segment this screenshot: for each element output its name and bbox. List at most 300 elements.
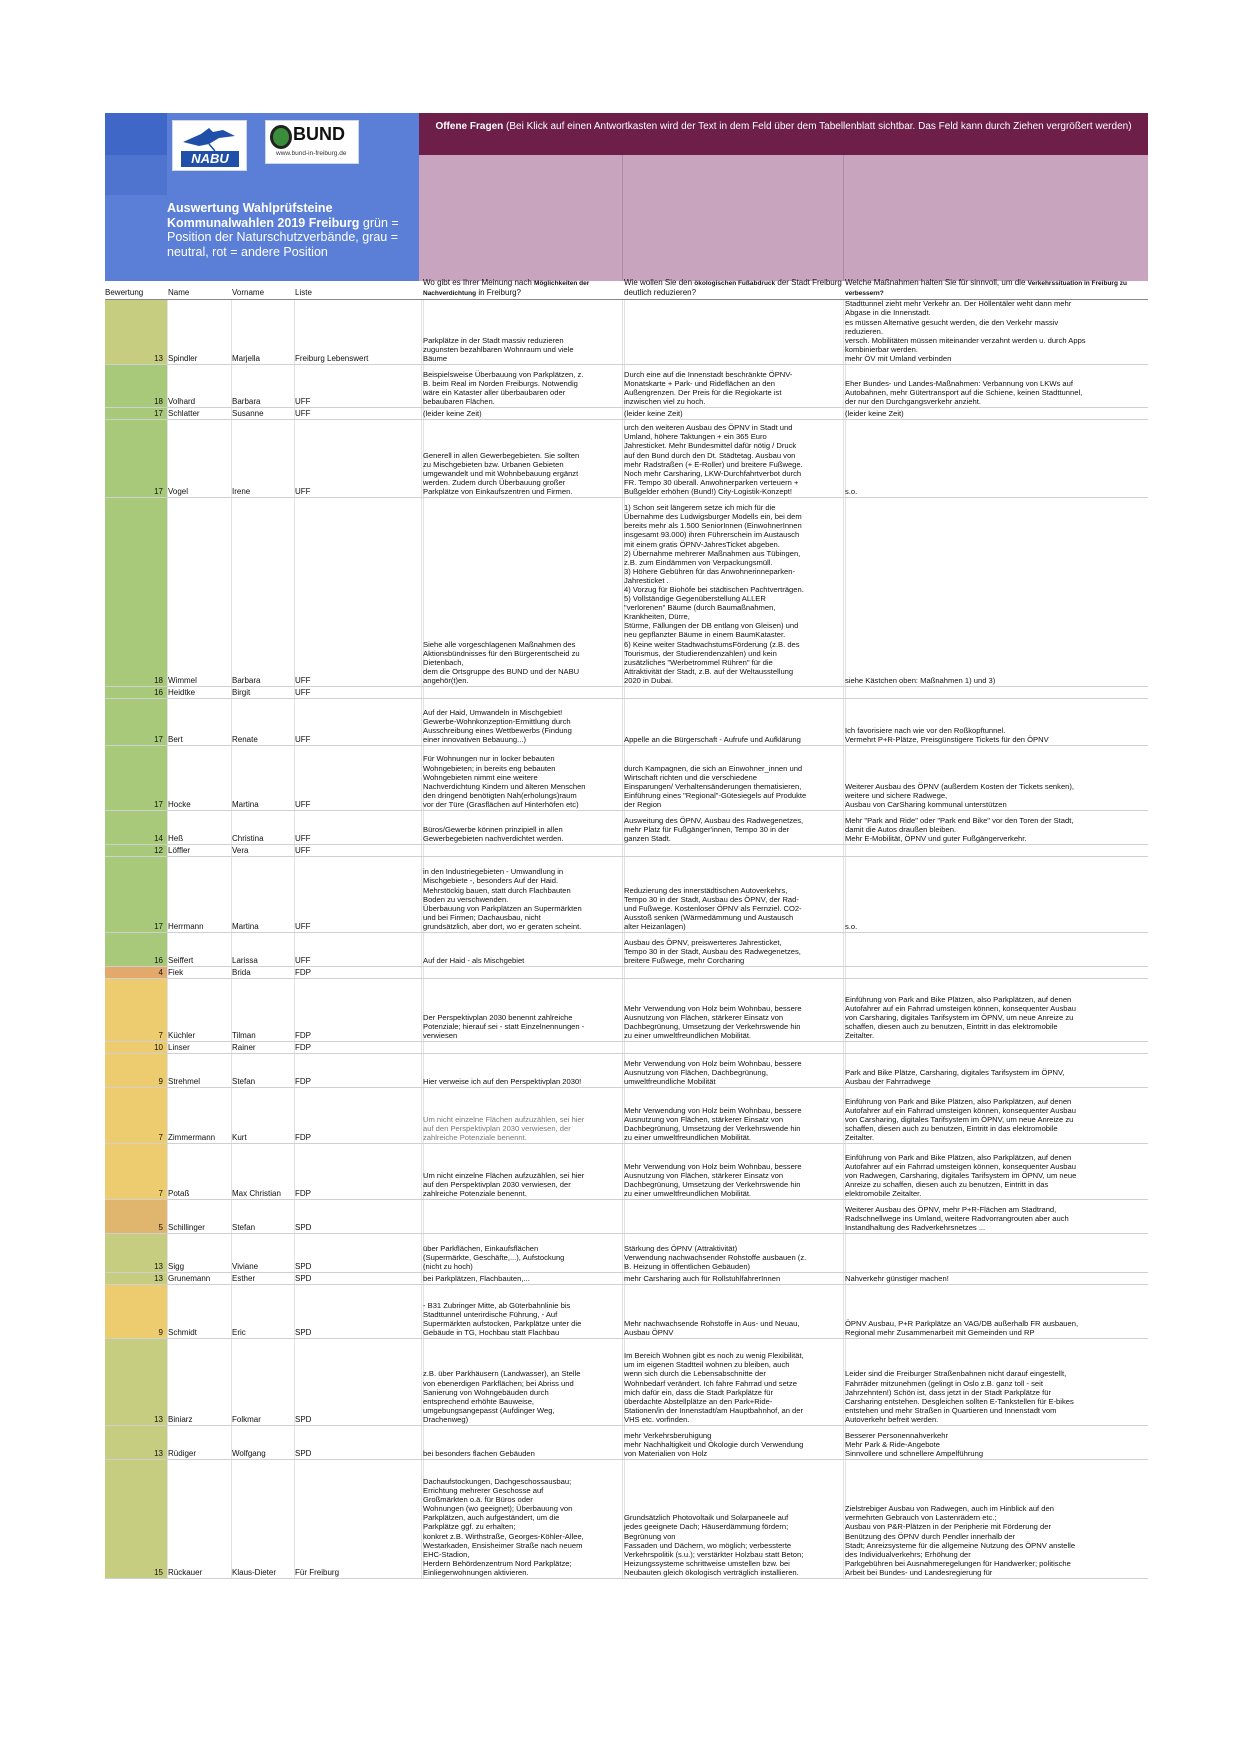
col-question-1 xyxy=(423,278,621,297)
grid-line xyxy=(167,1460,168,1578)
answer-footprint[interactable]: Grundsätzlich Photovoltaik und Solarpaneele auf jedes geeignete Dach; Häuserdämmung fördern; Begrünung von Fassaden und Dächern, wo möglich; verbessterte Verkehrspolitik (s.u.); verstärkter Holzbau statt Beton; Heizungssysteme schrittweise umstellen bzw. bei Neubauten gleich ökologisch verträglich installieren. xyxy=(624,1513,804,1577)
candidate-name: Heß xyxy=(168,834,184,843)
grid-line xyxy=(622,420,623,497)
grid-line xyxy=(843,1339,844,1425)
candidate-firstname: Marjella xyxy=(232,354,261,363)
grid-line xyxy=(843,420,844,497)
candidate-list: UFF xyxy=(295,487,311,496)
candidate-list: UFF xyxy=(295,688,311,697)
candidate-name: Sigg xyxy=(168,1262,185,1271)
answer-densification[interactable]: in den Industriegebieten - Umwandlung in Mischgebiete -, besonders Auf der Haid. Mehrstöckig bauen, statt durch Flachbauten Boden zu verschwenden. Überbauung von Parkplätzen an Supermärkten und bei Firmen; Dachausbau, nicht grundsätzlich, aber dort, wo er geraten scheint. xyxy=(423,867,582,931)
candidate-firstname: Eric xyxy=(232,1328,246,1337)
candidate-name: Seiffert xyxy=(168,956,194,965)
grid-line xyxy=(845,967,846,978)
answer-footprint[interactable]: durch Kampagnen, die sich an Einwohner_innen und Wirtschaft richten und die verschiedene Einsparungen/ Verhaltensänderungen thematisieren, Einführung eines "Regional"-Gütesiegels auf Produkte der Region xyxy=(624,763,807,809)
grid-line xyxy=(843,1460,844,1578)
candidate-firstname: Kurt xyxy=(232,1133,247,1142)
grid-line xyxy=(622,365,623,407)
candidate-name: Rüdiger xyxy=(168,1449,197,1458)
q3-pre: Welche Maßnahmen halten Sie für sinnvoll, um die xyxy=(845,278,1028,287)
candidate-firstname: Susanne xyxy=(232,409,264,418)
bund-logo-text: BUND xyxy=(293,124,345,144)
candidate-name: Zimmermann xyxy=(168,1133,216,1142)
table-row[interactable] xyxy=(105,365,1148,408)
candidate-list: SPD xyxy=(295,1415,312,1424)
answer-footprint[interactable]: mehr Verkehrsberuhigung mehr Nachhaltigkeit und Ökologie durch Verwendung von Materialien von Holz xyxy=(624,1430,804,1458)
grid-line xyxy=(843,811,844,844)
candidate-firstname: Brida xyxy=(232,968,251,977)
candidate-firstname: Klaus-Dieter xyxy=(232,1568,277,1577)
answer-footprint[interactable]: Reduzierung des innerstädtischen Autoverkehrs, Tempo 30 in der Stadt, Ausbau des ÖPNV, der Rad- und Fußwege. Kostenloser ÖPNV als Fernziel. CO2- Ausstoß senken (Wärmedämmung und Austausch alter Heizanlagen) xyxy=(624,885,802,931)
answer-densification[interactable]: Büros/Gewerbe können prinzipiell in allen Gewerbegebieten nachverdichtet werden. xyxy=(423,824,564,843)
grid-line xyxy=(622,857,623,932)
grid-line xyxy=(423,687,424,698)
grid-line xyxy=(421,1285,422,1338)
bund-tree-icon xyxy=(270,125,292,149)
candidate-firstname: Tilman xyxy=(232,1031,256,1040)
grid-line xyxy=(622,1339,623,1425)
table-row[interactable] xyxy=(105,687,1148,699)
q1-pre: Wo gibt es Ihrer Meinung nach xyxy=(423,278,535,287)
grid-line xyxy=(622,1088,623,1143)
grid-line xyxy=(421,498,422,686)
rating-cell xyxy=(105,498,167,686)
table-row[interactable] xyxy=(105,1088,1148,1144)
rating-score: 18 xyxy=(154,397,163,406)
answer-densification[interactable]: Dachaufstockungen, Dachgeschossausbau; Errichtung mehrerer Geschosse auf Großmärkten o.ä. für Büros oder Wohnungen (wo geeignet); Überbauung von Parkplätzen, auch aufgeständert, um die Parkplätze ggf. zu erhalten; konkret z.B. Wirthstraße, Georges-Köhler-Allee, Westarkaden, Ensisheimer Straße nach neuem EHC-Stadion, Herdern Behördenzentrum Nord Parkplätze; Einliegerwohnungen aktivieren. xyxy=(423,1476,584,1577)
answer-traffic[interactable]: Weiterer Ausbau des ÖPNV, mehr P+R-Flächen am Stadtrand, Radschnellwege ins Umland, weitere Radvorrangrouten aber auch Instandhaltung des Radverkehrsnetzes ... xyxy=(845,1204,1069,1232)
answer-densification[interactable]: Siehe alle vorgeschlagenen Maßnahmen des Aktionsbündnisses für den Bürgerentscheid zu Dietenbach, dem die Ortsgruppe des BUND und der NABU angehör(t)en. xyxy=(423,639,580,685)
candidate-list: FDP xyxy=(295,1189,311,1198)
grid-line xyxy=(421,967,422,978)
grid-line xyxy=(421,857,422,932)
rating-score: 4 xyxy=(158,968,163,977)
answer-footprint[interactable]: Mehr nachwachsende Rohstoffe in Aus- und Neuau, Ausbau ÖPNV xyxy=(624,1318,800,1337)
candidate-name: Spindler xyxy=(168,354,198,363)
col-question-3 xyxy=(845,278,1145,297)
grid-line xyxy=(167,420,168,497)
candidate-name: Rückauer xyxy=(168,1568,203,1577)
answer-traffic[interactable]: siehe Kästchen oben: Maßnahmen 1) und 3) xyxy=(845,675,996,685)
nabu-logo xyxy=(172,120,247,171)
candidate-list: SPD xyxy=(295,1262,312,1271)
grid-line xyxy=(622,1273,623,1284)
grid-line xyxy=(231,857,232,932)
table-row[interactable] xyxy=(105,1285,1148,1339)
answer-footprint[interactable]: Mehr Verwendung von Holz beim Wohnbau, bessere Ausnutzung von Flächen, stärkerer Einsatz von Dachbegrünung, Umsetzung der Verkehrswende hin zu einer umweltfreundlichen Mobilität. xyxy=(624,1003,802,1040)
header-strip xyxy=(105,113,167,155)
candidate-name: Bert xyxy=(168,735,183,744)
open-questions-note: (Bei Klick auf einen Antwortkasten wird der Text in dem Feld über dem Tabellenblatt sichtbar. Das Feld kann durch Ziehen vergrößert werden) xyxy=(503,121,1132,132)
table-row[interactable] xyxy=(105,1042,1148,1054)
grid-line xyxy=(622,1426,623,1459)
candidate-firstname: Rainer xyxy=(232,1043,256,1052)
answer-densification[interactable]: Parkplätze in der Stadt massiv reduzieren zugunsten bezahlbaren Wohnraum und viele Bäume xyxy=(423,335,574,363)
answer-densification[interactable]: bei Parkplätzen, Flachbauten,... xyxy=(423,1273,530,1283)
grid-line xyxy=(421,365,422,407)
grid-line xyxy=(843,365,844,407)
answer-footprint[interactable]: Im Bereich Wohnen gibt es noch zu wenig Flexibilität, um im eigenen Stadtteil wohnen zu bleiben, auch wenn sich durch die Lebensabschnitte der Wohnbedarf verändert. Ich fahre Fahrrad und setze mich dafür ein, dass die Stadt Parkplätze für überdachte Abstellplätze an den Park+Ride- Stationen/in der Innenstadt/am Hauptbahnhof, an der VHS etc. vorfinden. xyxy=(624,1351,804,1424)
answer-traffic[interactable]: Einführung von Park and Bike Plätzen, also Parkplätzen, auf denen Autofahrer auf ein Fahrrad umsteigen können, konsequenter Ausbau von Carsharing, digitales Tarifsystem im ÖPNV, um neue Anreize zu schaffen, diesen auch zu benutzen, Eintritt in das elektromobile Zeitalter. xyxy=(845,1096,1076,1142)
rating-score: 7 xyxy=(158,1031,163,1040)
grid-line xyxy=(843,1200,844,1233)
rating-score: 17 xyxy=(154,409,163,418)
candidate-firstname: Irene xyxy=(232,487,251,496)
answer-traffic[interactable]: (leider keine Zeit) xyxy=(845,408,904,418)
answer-footprint[interactable]: urch den weiteren Ausbau des ÖPNV in Stadt und Umland, höhere Taktungen + ein 365 Euro Jahresticket. Mehr Bundesmittel dafür nötig / Druck auf den Bund durch den Dt. Städtetag. Ausbau von mehr Radstraßen (+ E-Roller) und breitere Fußwege. Noch mehr Carsharing, LKW-Durchfahrtverbot durch FR. Tempo 30 überall. Anwohnerparken verteuern + Bußgelder erhöhen (Bund!) City-Logistik-Konzept! xyxy=(624,423,803,496)
grid-line xyxy=(624,300,625,364)
grid-line xyxy=(622,1144,623,1199)
rating-cell xyxy=(105,1460,167,1578)
candidate-firstname: Larissa xyxy=(232,956,258,965)
open-questions-band xyxy=(419,113,1148,155)
sheet-header xyxy=(105,113,1148,281)
bund-logo-url: www.bund-in-freiburg.de xyxy=(276,150,347,157)
grid-line xyxy=(421,1273,422,1284)
grid-line xyxy=(622,933,623,966)
grid-line xyxy=(843,498,844,686)
candidate-list: SPD xyxy=(295,1223,312,1232)
q-col-divider xyxy=(622,155,623,281)
candidate-name: Schillinger xyxy=(168,1223,205,1232)
grid-line xyxy=(843,979,844,1041)
answer-traffic[interactable]: Ich favorisiere nach wie vor den Roßkopftunnel. Vermehrt P+R-Plätze, Preisgünstigere Tickets für den ÖPNV xyxy=(845,725,1049,744)
answer-traffic[interactable]: s.o. xyxy=(845,921,858,931)
table-row[interactable] xyxy=(105,746,1148,811)
rating-score: 16 xyxy=(154,956,163,965)
grid-line xyxy=(231,1339,232,1425)
answer-densification[interactable]: Um nicht einzelne Flächen aufzuzählen, sei hier auf den Perspektivplan 2030 verwiesen, der zahlreiche Potenziale benennt. xyxy=(423,1170,585,1198)
candidate-list: FDP xyxy=(295,1133,311,1142)
grid-line xyxy=(845,687,846,698)
candidate-firstname: Max Christian xyxy=(232,1189,281,1198)
table-row[interactable] xyxy=(105,1054,1148,1088)
rating-cell xyxy=(105,420,167,497)
grid-line xyxy=(845,857,846,932)
rating-score: 13 xyxy=(154,1415,163,1424)
candidate-firstname: Stefan xyxy=(232,1077,256,1086)
sheet-title-bold: Auswertung Wahlprüfsteine Kommunalwahlen 2019 Freiburg xyxy=(167,201,360,230)
answer-densification[interactable]: Auf der Haid - als Mischgebiet xyxy=(423,955,525,965)
column-header-row xyxy=(105,278,1148,300)
q2-post: der Stadt Freiburg deutlich reduzieren? xyxy=(624,278,842,297)
grid-line xyxy=(845,933,846,966)
grid-line xyxy=(843,1285,844,1338)
table-row[interactable] xyxy=(105,1273,1148,1285)
candidate-firstname: Esther xyxy=(232,1274,256,1283)
answer-densification[interactable]: Um nicht einzelne Flächen aufzuzählen, sei hier auf den Perspektivplan 2030 verwiesen, der zahlreiche Potenziale benennt. xyxy=(423,1114,585,1142)
answer-footprint[interactable]: Stärkung des ÖPNV (Attraktivität) Verwendung nachwachsender Rohstoffe ausbauen (z. B. Heizung in öffentlichen Gebäuden) xyxy=(624,1243,807,1271)
sheet-title xyxy=(167,201,417,259)
grid-line xyxy=(421,979,422,1041)
table-row[interactable] xyxy=(105,857,1148,933)
q2-bold: ökologischen Fußabdruck xyxy=(694,280,776,287)
grid-line xyxy=(167,498,168,686)
candidate-name: Vogel xyxy=(168,487,189,496)
grid-line xyxy=(843,687,844,698)
candidate-list: UFF xyxy=(295,397,311,406)
table-row[interactable] xyxy=(105,1426,1148,1460)
table-row[interactable] xyxy=(105,420,1148,498)
grid-line xyxy=(622,1054,623,1087)
grid-line xyxy=(421,746,422,810)
grid-line xyxy=(421,1042,422,1053)
grid-line xyxy=(423,845,424,856)
answer-densification[interactable]: bei besonders flachen Gebäuden xyxy=(423,1448,535,1458)
candidate-list: SPD xyxy=(295,1274,312,1283)
candidate-firstname: Christina xyxy=(232,834,264,843)
col-question-2 xyxy=(624,278,842,297)
answer-densification[interactable]: (leider keine Zeit) xyxy=(423,408,482,418)
table-row[interactable] xyxy=(105,845,1148,857)
candidate-firstname: Renate xyxy=(232,735,258,744)
grid-line xyxy=(624,687,625,698)
candidate-list: Freiburg Lebenswert xyxy=(295,354,369,363)
grid-line xyxy=(843,699,844,745)
table-row[interactable] xyxy=(105,811,1148,845)
answer-densification[interactable]: Generell in allen Gewerbegebieten. Sie sollten zu Mischgebieten bzw. Urbanen Gebieten umgewandelt und mit Wohnbebauung ergänzt werden. Zudem durch Überbauung großer Parkplätze von Einkaufszentren und Firmen. xyxy=(423,450,580,496)
sheet-title-rest: grün = Position der Naturschutzverbände, grau = neutral, rot = andere Position xyxy=(167,215,399,259)
grid-line xyxy=(622,979,623,1041)
grid-line xyxy=(622,1285,623,1338)
answer-traffic[interactable]: Leider sind die Freiburger Straßenbahnen nicht darauf eingestellt, Fahrräder mitzunehmen (gelingt in Oslo z.B. ganz toll - seit Jahrzehnten!) Schön ist, dass jetzt in der Stadt Parkplätze für Carsharing entstehen. Desgleichen sollten E-Tankstellen für E-bikes entstehen und mehr Straßen in Quartieren und Innenstadt vom Autoverkehr befreit werden. xyxy=(845,1369,1074,1424)
answer-traffic[interactable]: s.o. xyxy=(845,486,858,496)
table-row[interactable] xyxy=(105,933,1148,967)
evaluation-sheet xyxy=(105,113,1148,1579)
grid-line xyxy=(421,933,422,966)
grid-line xyxy=(843,967,844,978)
grid-line xyxy=(843,1234,844,1272)
q1-bold: Möglichkeiten der Nachverdichtung xyxy=(423,280,590,297)
col-liste: Liste xyxy=(295,288,312,297)
grid-line xyxy=(843,408,844,419)
candidate-name: Linser xyxy=(168,1043,190,1052)
grid-line xyxy=(622,1042,623,1053)
answer-densification[interactable]: Beispielsweise Überbauung von Parkplätzen, z. B. beim Real im Norden Freiburgs. Notwendig wäre ein Kataster aller überbaubaren oder bebaubaren Flächen. xyxy=(423,369,584,406)
rating-score: 13 xyxy=(154,1262,163,1271)
answer-traffic[interactable]: Einführung von Park and Bike Plätzen, also Parkplätzen, auf denen Autofahrer auf ein Fahrrad umsteigen können, konsequenter Ausbau von Carsharing, digitales Tarifsystem im ÖPNV, um neue Anreize zu schaffen, diesen auch zu benutzen, Eintritt in das elektromobile Zeitalter. xyxy=(845,994,1076,1040)
header-left-panel xyxy=(105,113,419,281)
rating-score: 7 xyxy=(158,1133,163,1142)
candidate-firstname: Martina xyxy=(232,922,259,931)
candidate-firstname: Barbara xyxy=(232,397,261,406)
candidate-firstname: Stefan xyxy=(232,1223,256,1232)
q-col-divider xyxy=(843,155,844,281)
rating-score: 9 xyxy=(158,1077,163,1086)
grid-line xyxy=(622,408,623,419)
answer-footprint[interactable]: Mehr Verwendung von Holz beim Wohnbau, bessere Ausnutzung von Flächen, Dachbegrünung, umweltfreundliche Mobilität xyxy=(624,1058,802,1086)
answer-footprint[interactable]: (leider keine Zeit) xyxy=(624,408,683,418)
grid-line xyxy=(421,1339,422,1425)
grid-line xyxy=(421,1054,422,1087)
grid-line xyxy=(624,1042,625,1053)
candidate-list: UFF xyxy=(295,409,311,418)
candidate-name: Hocke xyxy=(168,800,191,809)
answer-densification[interactable]: Der Perspektivplan 2030 benennt zahlreiche Potenziale; hierauf sei - statt Einzelnennungen - verwiesen xyxy=(423,1012,585,1040)
answer-traffic[interactable]: Einführung von Park and Bike Plätzen, also Parkplätzen, auf denen Autofahrer auf ein Fahrrad umsteigen können, konsequenter Ausbau von Radwegen, Carsharing, digitales Tarifsystem im ÖPNV, um neue Anreize zu schaffen, diesen auch zu benutzen, Eintritt in das elektromobile Zeitalter. xyxy=(845,1152,1077,1198)
answer-traffic[interactable]: Eher Bundes- und Landes-Maßnahmen: Verbannung von LKWs auf Autobahnen, mehr Gütertransport auf die Schiene, keinen Stadttunnel, der nur den Durchgangsverkehr anzieht. xyxy=(845,378,1083,406)
candidate-name: Wimmel xyxy=(168,676,197,685)
grid-line xyxy=(294,857,295,932)
answer-densification[interactable]: über Parkflächen, Einkaufsflächen (Supermärkte, Geschäfte,...), Aufstockung (nicht zu hoch) xyxy=(423,1243,565,1271)
col-name: Name xyxy=(168,288,190,297)
table-row[interactable] xyxy=(105,979,1148,1042)
stork-icon xyxy=(179,124,239,152)
answer-densification[interactable]: Hier verweise ich auf den Perspektivplan 2030! xyxy=(423,1076,582,1086)
grid-line xyxy=(423,1200,424,1233)
grid-line xyxy=(421,408,422,419)
nabu-logo-text: NABU xyxy=(181,151,239,167)
candidate-list: FDP xyxy=(295,1031,311,1040)
grid-line xyxy=(845,420,846,497)
grid-line xyxy=(423,1042,424,1053)
candidate-firstname: Barbara xyxy=(232,676,261,685)
answer-footprint[interactable]: Mehr Verwendung von Holz beim Wohnbau, bessere Ausnutzung von Flächen, stärkerer Einsatz von Dachbegrünung, Umsetzung der Verkehrswende hin zu einer umweltfreundlichen Mobilität. xyxy=(624,1105,802,1142)
rating-score: 16 xyxy=(154,688,163,697)
grid-line xyxy=(622,967,623,978)
grid-line xyxy=(421,1426,422,1459)
table-row[interactable] xyxy=(105,1200,1148,1234)
answer-densification[interactable]: Für Wohnungen nur in locker bebauten Wohngebieten; in bereits eng bebauten Wohngebieten nimmt eine weitere Nachverdichtung Kindern und älteren Menschen den dringend benötigten Nah(erholungs)raum vor der Türe (Grasflächen auf Hinterhöfen etc) xyxy=(423,754,586,809)
grid-line xyxy=(843,300,844,364)
grid-line xyxy=(294,420,295,497)
bund-logo xyxy=(265,120,359,164)
grid-line xyxy=(231,420,232,497)
rating-score: 5 xyxy=(158,1223,163,1232)
grid-line xyxy=(294,1460,295,1578)
candidate-firstname: Viviane xyxy=(232,1262,259,1271)
answer-footprint[interactable]: Ausweitung des ÖPNV, Ausbau des Radwegenetzes, mehr Platz für Fußgänger'innen, Tempo 30 in der ganzen Stadt. xyxy=(624,815,804,843)
table-row[interactable] xyxy=(105,498,1148,687)
grid-line xyxy=(622,699,623,745)
grid-line xyxy=(624,845,625,856)
answer-footprint[interactable]: Ausbau des ÖPNV, preiswerteres Jahresticket, Tempo 30 in der Stadt, Ausbau des Radwegenetzes, breitere Fußwege, mehr Corcharing xyxy=(624,937,801,965)
answer-footprint[interactable]: mehr Carsharing auch für RollstuhlfahrerInnen xyxy=(624,1273,781,1283)
candidate-list: FDP xyxy=(295,1077,311,1086)
table-row[interactable] xyxy=(105,1234,1148,1273)
grid-line xyxy=(843,746,844,810)
table-row[interactable] xyxy=(105,408,1148,420)
candidate-name: Küchler xyxy=(168,1031,196,1040)
grid-line xyxy=(294,1339,295,1425)
answer-footprint[interactable]: Mehr Verwendung von Holz beim Wohnbau, bessere Ausnutzung von Flächen, stärkerer Einsatz von Dachbegrünung, Umsetzung der Verkehrswende hin zu einer umweltfreundlichen Mobilität. xyxy=(624,1161,802,1198)
grid-line xyxy=(294,498,295,686)
grid-line xyxy=(843,1088,844,1143)
answer-traffic[interactable]: ÖPNV Ausbau, P+R Parkplätze an VAG/DB außerhalb FR ausbauen, Regional mehr Zusammenarbeit mit Gemeinden und RP xyxy=(845,1318,1079,1337)
grid-line xyxy=(845,1042,846,1053)
q2-pre: Wie wollen Sie den xyxy=(624,278,695,287)
answer-densification[interactable]: Auf der Haid, Umwandeln in Mischgebiet! Gewerbe-Wohnkonzeption-Ermittlung durch Ausschreibung eines Wettbewerbs (Findung einer innovativen Bebauung...) xyxy=(423,707,572,744)
grid-line xyxy=(843,1042,844,1053)
table-row[interactable] xyxy=(105,699,1148,746)
answer-traffic[interactable]: Nahverkehr günstiger machen! xyxy=(845,1273,949,1283)
answer-traffic[interactable]: Besserer Personennahverkehr Mehr Park & Ride-Angebote Sinnvollere und schnellere Ampelführung xyxy=(845,1430,984,1458)
answer-traffic[interactable]: Mehr "Park and Ride" oder "Park end Bike" vor den Toren der Stadt, damit die Autos draußen bleiben. Mehr E-Mobilität, ÖPNV und guter Fußgängerverkehr. xyxy=(845,815,1074,843)
candidate-name: Löffler xyxy=(168,846,191,855)
grid-line xyxy=(624,967,625,978)
candidate-firstname: Vera xyxy=(232,846,249,855)
candidate-list: UFF xyxy=(295,735,311,744)
rating-cell xyxy=(105,1339,167,1425)
rating-score: 13 xyxy=(154,354,163,363)
grid-line xyxy=(231,1460,232,1578)
candidate-list: UFF xyxy=(295,800,311,809)
grid-line xyxy=(421,1234,422,1272)
table-row[interactable] xyxy=(105,300,1148,365)
candidate-name: Schmidt xyxy=(168,1328,197,1337)
col-vorname: Vorname xyxy=(232,288,265,297)
grid-line xyxy=(622,1234,623,1272)
candidate-list: UFF xyxy=(295,834,311,843)
grid-line xyxy=(845,498,846,686)
grid-line xyxy=(843,1426,844,1459)
candidate-rows xyxy=(105,300,1148,1579)
rating-score: 9 xyxy=(158,1328,163,1337)
grid-line xyxy=(843,857,844,932)
answer-footprint[interactable]: Durch eine auf die Innenstadt beschränkte ÖPNV- Monatskarte + Park- und Rideflächen an den Außengrenzen. Der Preis für die Regiokarte ist inzwischen viel zu hoch. xyxy=(624,369,793,406)
grid-line xyxy=(624,1200,625,1233)
grid-line xyxy=(843,1273,844,1284)
rating-score: 18 xyxy=(154,676,163,685)
candidate-name: Volhard xyxy=(168,397,196,406)
answer-densification[interactable]: z.B. über Parkhäusern (Landwasser), an Stelle von ebenerdigen Parkflächen; bei Abriss und Sanierung von Wohngebäuden durch entsprechend erhöhte Bauweise, umgebungsangepasst (Aufdinger Weg, Drachenweg) xyxy=(423,1369,581,1424)
answer-footprint[interactable]: 1) Schon seit längerem setze ich mich für die Übernahme des Ludwigsburger Modells ein, bei dem bereits mehr als 1.500 SeniorInnen (EinwohnerInnen insgesamt 93.000) ihren Führerschein im Austausch mit einem gratis ÖPNV-JahresTicket abgeben. 2) Übernahme mehrerer Maßnahmen aus Tübingen, z.B. zum Eindämmen von Verpackungsmüll. 3) Höhere Gebühren für das Anwohnerinneparken- Jahresticket . 4) Vorzug für Biohöfe bei städtischen Pachtverträgen. 5) Vollständige Gegenüberstellung ALLER "verlorenen" Bäume (durch Baumaßnahmen, Krankheiten, Dürre, Stürme, Fällungen der DB entlang von Gleisen) und neu gepflanzter Bäume in einem BaumKataster. 6) Keine weiter StadtwachstumsFörderung (z.B. des Tourismus, der Studierendenzahlen) und kein zusätzliches "Werbetrommel Rühren" für die Attraktivität der Stadt, z.B. auf der Weltausstellung 2020 in Dubai. xyxy=(624,503,804,685)
answer-footprint[interactable]: Appelle an die Bürgerschaft - Aufrufe und Aufklärung xyxy=(624,734,801,744)
candidate-firstname: Martina xyxy=(232,800,259,809)
answer-traffic[interactable]: Park and Bike Plätze, Carsharing, digitales Tarifsystem im ÖPNV, Ausbau der Fahrradwege xyxy=(845,1067,1065,1086)
table-row[interactable] xyxy=(105,967,1148,979)
table-row[interactable] xyxy=(105,1460,1148,1579)
grid-line xyxy=(622,498,623,686)
candidate-name: Grunemann xyxy=(168,1274,211,1283)
candidate-firstname: Birgit xyxy=(232,688,251,697)
grid-line xyxy=(421,1200,422,1233)
grid-line xyxy=(622,1460,623,1578)
grid-line xyxy=(622,811,623,844)
candidate-list: UFF xyxy=(295,922,311,931)
rating-score: 17 xyxy=(154,487,163,496)
table-row[interactable] xyxy=(105,1339,1148,1426)
candidate-list: UFF xyxy=(295,956,311,965)
candidate-name: Heidtke xyxy=(168,688,196,697)
rating-score: 17 xyxy=(154,922,163,931)
answer-traffic[interactable]: Weiterer Ausbau des ÖPNV (außerdem Kosten der Tickets senken), weitere und sichere Radwege, Ausbau von CarSharing kommunal unterstützen xyxy=(845,781,1075,809)
answer-traffic[interactable]: Stadttunnel zieht mehr Verkehr an. Der Höllentäler weht dann mehr Abgase in die Innenstadt. es müssen Alternative gesucht werden, die den Verkehr massiv reduzieren. versch. Mobilitäten müssen miteinander verzahnt werden u. durch Apps kombinierbar werden. mehr ÖV mit Umland verbinden xyxy=(845,299,1086,363)
candidate-list: SPD xyxy=(295,1328,312,1337)
candidate-name: Potaß xyxy=(168,1189,190,1198)
answer-densification[interactable]: - B31 Zubringer Mitte, ab Güterbahnlinie bis Stadttunnel unterirdische Führung, - Auf Supermärkten aufstocken, Parkplätze unter die Gebäude in TG, Hochbau statt Flachbau xyxy=(423,1300,582,1337)
grid-line xyxy=(622,1200,623,1233)
grid-line xyxy=(421,811,422,844)
candidate-list: FDP xyxy=(295,1043,311,1052)
grid-line xyxy=(421,1144,422,1199)
open-questions-title: Offene Fragen xyxy=(435,121,504,132)
rating-score: 15 xyxy=(154,1568,163,1577)
grid-line xyxy=(622,746,623,810)
grid-line xyxy=(843,1054,844,1087)
candidate-list: FDP xyxy=(295,968,311,977)
candidate-list: SPD xyxy=(295,1449,312,1458)
answer-traffic[interactable]: Zielstrebiger Ausbau von Radwegen, auch im Hinblick auf den vermehrten Gebrauch von Lastenrädern etc.; Ausbau von P&R-Plätzen in der Peripherie mit Förderung der Benützung des ÖPNV durch Pendler innerhalb der Stadt; Anreizsysteme für die allgemeine Nutzung des ÖPNV anstelle des Individualverkehrs; Erhöhung der Parkgebühren bei Ausnahmeregelungen für Handwerker; politische Arbeit bei Bundes- und Landesregierung für xyxy=(845,1504,1076,1577)
rating-score: 17 xyxy=(154,735,163,744)
grid-line xyxy=(421,699,422,745)
rating-score: 13 xyxy=(154,1274,163,1283)
table-row[interactable] xyxy=(105,1144,1148,1200)
grid-line xyxy=(421,845,422,856)
rating-score: 7 xyxy=(158,1189,163,1198)
grid-line xyxy=(622,300,623,364)
rating-cell xyxy=(105,857,167,932)
